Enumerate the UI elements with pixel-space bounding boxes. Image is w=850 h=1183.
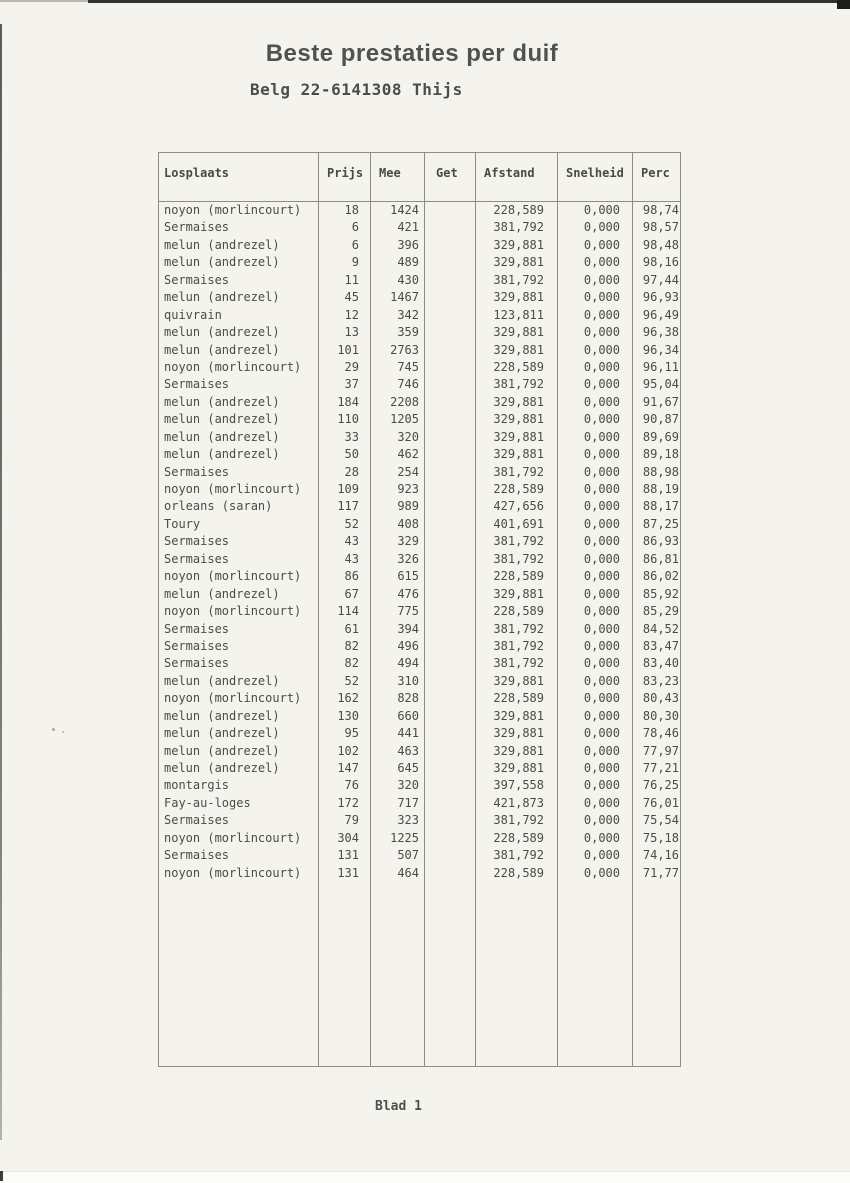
table-cell: 75,18 [642, 830, 679, 845]
table-cell: 401,691 [493, 516, 544, 531]
table-cell: 923 [397, 482, 419, 496]
results-table [158, 152, 681, 1067]
table-cell: 90,87 [642, 412, 679, 427]
table-cell: 101 [337, 342, 359, 357]
table-cell: 74,16 [642, 848, 679, 863]
table-cell: 29 [344, 359, 359, 374]
table-cell: 408 [397, 516, 419, 531]
table-cell: 496 [397, 638, 419, 653]
table-cell: 304 [337, 830, 359, 845]
table-cell: melun (andrezel) [164, 726, 280, 741]
table-cell: Fay-au-loges [164, 795, 251, 810]
table-cell [425, 481, 475, 498]
table-cell: 381,792 [493, 848, 544, 863]
table-cell [425, 812, 475, 829]
table-cell: Sermaises [164, 638, 230, 653]
table-cell [425, 237, 475, 254]
table-cell: 61 [344, 621, 359, 636]
table-cell [425, 446, 475, 463]
table-cell: 228,589 [493, 691, 544, 706]
table-cell: 0,000 [583, 795, 620, 810]
table-cell: 489 [397, 255, 419, 270]
table-cell: 88,98 [642, 464, 679, 479]
table-cell: 95,04 [642, 377, 679, 392]
table-cell: 0,000 [583, 412, 620, 427]
table-cell: 0,000 [583, 482, 620, 496]
table-cell: 989 [397, 499, 419, 514]
table-cell: melun (andrezel) [164, 761, 280, 775]
table-cell [425, 743, 475, 760]
table-cell: noyon (morlincourt) [164, 359, 302, 374]
table-cell [425, 498, 475, 515]
table-cell: 0,000 [583, 237, 620, 252]
table-cell: 323 [397, 813, 419, 828]
table-cell [425, 638, 475, 655]
table-cell: 88,19 [642, 482, 679, 496]
table-cell: 2763 [390, 342, 419, 357]
column-header: Get [425, 153, 475, 202]
table-cell: 329 [397, 534, 419, 549]
table-cell: 1225 [390, 830, 419, 845]
table-cell: 83,23 [642, 673, 679, 688]
table-cell: melun (andrezel) [164, 743, 280, 758]
table-cell: 0,000 [583, 255, 620, 270]
table-cell: 0,000 [583, 569, 620, 584]
table-cell: 464 [397, 865, 419, 880]
table-cell [425, 411, 475, 428]
table-cell: 0,000 [583, 290, 620, 305]
table-cell: 329,881 [493, 673, 544, 688]
table-cell: 80,30 [642, 708, 679, 723]
table-cell: 421 [397, 220, 419, 235]
table-cell: 83,47 [642, 638, 679, 653]
table-cell: 50 [344, 447, 359, 462]
table-cell: 78,46 [642, 726, 679, 741]
table-cell: 0,000 [583, 778, 620, 793]
table-cell [425, 725, 475, 742]
table-cell [425, 376, 475, 393]
table-cell: 0,000 [583, 638, 620, 653]
table-cell: 381,792 [493, 621, 544, 636]
table-cell: 381,792 [493, 638, 544, 653]
table-cell: 329,881 [493, 290, 544, 305]
table-cell: 430 [397, 272, 419, 287]
table-cell: 83,40 [642, 656, 679, 671]
table-cell: 1424 [390, 203, 419, 217]
table-cell: 381,792 [493, 551, 544, 566]
table-cell: 102 [337, 743, 359, 758]
table-cell [425, 464, 475, 481]
table-cell: Sermaises [164, 464, 230, 479]
table-cell: 717 [397, 795, 419, 810]
table-cell [425, 551, 475, 568]
table-cell: 147 [337, 761, 359, 775]
table-cell: 172 [337, 795, 359, 810]
table-cell: 86,02 [642, 569, 679, 584]
scan-speck [62, 731, 64, 733]
table-cell: 11 [344, 272, 359, 287]
table-cell: 98,57 [642, 220, 679, 235]
table-cell: 89,69 [642, 429, 679, 444]
column-header: Mee [371, 153, 424, 202]
table-cell: 98,48 [642, 237, 679, 252]
table-cell: 329,881 [493, 237, 544, 252]
table-cell: melun (andrezel) [164, 394, 280, 409]
table-cell: 71,77 [642, 865, 679, 880]
table-cell [425, 708, 475, 725]
table-cell: melun (andrezel) [164, 708, 280, 723]
table-cell: 507 [397, 848, 419, 863]
table-cell: 98,16 [642, 255, 679, 270]
table-cell: 6 [351, 220, 359, 235]
table-cell: 254 [397, 464, 419, 479]
table-cell: 0,000 [583, 586, 620, 601]
table-cell: 329,881 [493, 743, 544, 758]
table-cell: 0,000 [583, 307, 620, 322]
table-cell [425, 202, 475, 219]
column-perc [633, 153, 680, 1066]
table-cell: 381,792 [493, 220, 544, 235]
column-header: Losplaats [159, 153, 318, 202]
table-cell [425, 865, 475, 882]
table-cell: 329,881 [493, 429, 544, 444]
table-cell [425, 847, 475, 864]
table-cell: 381,792 [493, 272, 544, 287]
table-cell: 18 [344, 203, 359, 217]
table-cell [425, 429, 475, 446]
table-cell: 91,67 [642, 394, 679, 409]
column-header: Afstand [476, 153, 557, 202]
scan-artifact-top-left [0, 0, 88, 2]
table-cell: 0,000 [583, 464, 620, 479]
table-cell: 329,881 [493, 447, 544, 462]
scan-artifact-top-edge [88, 0, 850, 3]
table-cell [425, 655, 475, 672]
table-cell: 228,589 [493, 604, 544, 619]
column-mee [371, 153, 425, 1066]
column-losplaats [159, 153, 319, 1066]
table-cell: 745 [397, 359, 419, 374]
table-cell: 228,589 [493, 203, 544, 217]
table-cell: 329,881 [493, 761, 544, 775]
table-cell: Sermaises [164, 534, 230, 549]
table-cell: 67 [344, 586, 359, 601]
table-cell: 228,589 [493, 359, 544, 374]
table-cell: melun (andrezel) [164, 429, 280, 444]
table-cell: Sermaises [164, 220, 230, 235]
table-cell: 0,000 [583, 621, 620, 636]
table-cell: 79 [344, 813, 359, 828]
column-header: Prijs [319, 153, 370, 202]
column-header: Perc [633, 153, 680, 202]
table-cell: 0,000 [583, 534, 620, 549]
table-cell: 359 [397, 325, 419, 340]
table-cell: 0,000 [583, 604, 620, 619]
table-cell: 97,44 [642, 272, 679, 287]
table-cell: 131 [337, 865, 359, 880]
table-cell: 0,000 [583, 220, 620, 235]
table-cell: 184 [337, 394, 359, 409]
table-cell: 0,000 [583, 848, 620, 863]
table-cell: 0,000 [583, 691, 620, 706]
table-cell: 95 [344, 726, 359, 741]
table-cell: 427,656 [493, 499, 544, 514]
table-cell: 43 [344, 551, 359, 566]
table-cell: 82 [344, 656, 359, 671]
table-cell: 441 [397, 726, 419, 741]
table-cell: 329,881 [493, 586, 544, 601]
table-cell: 123,811 [493, 307, 544, 322]
table-cell [425, 673, 475, 690]
table-cell: 329,881 [493, 255, 544, 270]
table-cell: 84,52 [642, 621, 679, 636]
table-cell: Sermaises [164, 377, 230, 392]
table-cell [425, 568, 475, 585]
table-cell: 77,97 [642, 743, 679, 758]
table-cell: 381,792 [493, 464, 544, 479]
table-cell: montargis [164, 778, 230, 793]
table-cell: 396 [397, 237, 419, 252]
table-cell: 320 [397, 429, 419, 444]
table-cell: 381,792 [493, 813, 544, 828]
table-cell: 89,18 [642, 447, 679, 462]
table-cell: noyon (morlincourt) [164, 830, 302, 845]
table-cell: 494 [397, 656, 419, 671]
table-cell: 76,25 [642, 778, 679, 793]
table-cell: Toury [164, 516, 201, 531]
table-cell [425, 359, 475, 376]
table-cell [425, 324, 475, 341]
table-cell: 109 [337, 482, 359, 496]
table-cell [425, 777, 475, 794]
table-cell [425, 254, 475, 271]
table-cell: 85,29 [642, 604, 679, 619]
table-cell: 397,558 [493, 778, 544, 793]
table-cell [425, 272, 475, 289]
table-cell: 0,000 [583, 551, 620, 566]
table-cell: 0,000 [583, 673, 620, 688]
table-cell [425, 586, 475, 603]
column-prijs [319, 153, 371, 1066]
table-cell: 0,000 [583, 394, 620, 409]
table-cell: orleans (saran) [164, 499, 273, 514]
table-cell [425, 394, 475, 411]
table-cell: 463 [397, 743, 419, 758]
table-cell: Sermaises [164, 272, 230, 287]
table-cell: 0,000 [583, 325, 620, 340]
table-cell: 228,589 [493, 482, 544, 496]
table-cell: 0,000 [583, 359, 620, 374]
table-cell: 77,21 [642, 761, 679, 775]
scan-artifact-bottom-mark [0, 1171, 3, 1181]
table-cell: 381,792 [493, 377, 544, 392]
table-cell: 86,81 [642, 551, 679, 566]
table-cell: melun (andrezel) [164, 586, 280, 601]
table-cell: 43 [344, 534, 359, 549]
table-cell [425, 533, 475, 550]
table-cell: 98,74 [642, 203, 679, 217]
table-cell: 329,881 [493, 708, 544, 723]
table-cell: 131 [337, 848, 359, 863]
table-cell: 13 [344, 325, 359, 340]
table-cell: 96,11 [642, 359, 679, 374]
table-cell: noyon (morlincourt) [164, 865, 302, 880]
table-cell: 615 [397, 569, 419, 584]
table-cell: 82 [344, 638, 359, 653]
table-cell: 52 [344, 673, 359, 688]
table-cell: melun (andrezel) [164, 290, 280, 305]
table-cell: 329,881 [493, 342, 544, 357]
table-cell: 0,000 [583, 377, 620, 392]
table-cell: 87,25 [642, 516, 679, 531]
table-cell: 0,000 [583, 516, 620, 531]
table-cell: melun (andrezel) [164, 412, 280, 427]
table-cell: 394 [397, 621, 419, 636]
pigeon-ring-id: Belg 22-6141308 Thijs [250, 80, 463, 99]
table-cell: 0,000 [583, 272, 620, 287]
table-cell: 0,000 [583, 743, 620, 758]
table-cell: 85,92 [642, 586, 679, 601]
table-cell: 1467 [390, 290, 419, 305]
table-cell: 326 [397, 551, 419, 566]
table-cell: 45 [344, 290, 359, 305]
table-cell [425, 307, 475, 324]
table-cell: 12 [344, 307, 359, 322]
table-cell [425, 603, 475, 620]
table-cell: 110 [337, 412, 359, 427]
table-cell: 80,43 [642, 691, 679, 706]
table-cell: Sermaises [164, 813, 230, 828]
table-cell: melun (andrezel) [164, 255, 280, 270]
column-afstand [476, 153, 558, 1066]
table-cell: 228,589 [493, 569, 544, 584]
table-cell: 75,54 [642, 813, 679, 828]
scan-artifact-bottom-edge [0, 1171, 850, 1183]
table-cell: 0,000 [583, 203, 620, 217]
table-cell: 645 [397, 761, 419, 775]
table-cell [425, 516, 475, 533]
column-snelheid [558, 153, 633, 1066]
table-cell: quivrain [164, 307, 222, 322]
table-cell: 0,000 [583, 499, 620, 514]
table-cell: 228,589 [493, 865, 544, 880]
table-cell: 0,000 [583, 865, 620, 880]
table-cell [425, 760, 475, 777]
table-cell: 28 [344, 464, 359, 479]
table-cell: noyon (morlincourt) [164, 482, 302, 496]
table-cell: 130 [337, 708, 359, 723]
table-cell: Sermaises [164, 848, 230, 863]
scan-artifact-left-edge [0, 24, 2, 1140]
table-cell [425, 690, 475, 707]
table-cell: melun (andrezel) [164, 673, 280, 688]
column-get [425, 153, 476, 1066]
table-cell: 828 [397, 691, 419, 706]
table-cell: 76 [344, 778, 359, 793]
table-cell: 0,000 [583, 342, 620, 357]
table-cell: 342 [397, 307, 419, 322]
table-cell: 96,34 [642, 342, 679, 357]
table-cell: 0,000 [583, 726, 620, 741]
table-cell: 320 [397, 778, 419, 793]
table-cell: 476 [397, 586, 419, 601]
table-cell [425, 621, 475, 638]
table-cell: 329,881 [493, 726, 544, 741]
table-cell: 76,01 [642, 795, 679, 810]
table-cell: noyon (morlincourt) [164, 604, 302, 619]
table-cell: 462 [397, 447, 419, 462]
table-cell: 88,17 [642, 499, 679, 514]
column-header: Snelheid [558, 153, 632, 202]
table-cell: 0,000 [583, 830, 620, 845]
table-cell: 228,589 [493, 830, 544, 845]
table-cell: melun (andrezel) [164, 342, 280, 357]
table-cell: 0,000 [583, 447, 620, 462]
table-cell: 421,873 [493, 795, 544, 810]
page-title: Beste prestaties per duif [265, 40, 559, 67]
table-cell: Sermaises [164, 621, 230, 636]
table-cell: noyon (morlincourt) [164, 691, 302, 706]
table-cell: 37 [344, 377, 359, 392]
table-cell: 660 [397, 708, 419, 723]
table-cell [425, 219, 475, 236]
table-cell: 33 [344, 429, 359, 444]
table-cell: 0,000 [583, 708, 620, 723]
table-cell: melun (andrezel) [164, 325, 280, 340]
table-cell: 775 [397, 604, 419, 619]
table-cell: melun (andrezel) [164, 447, 280, 462]
table-cell: 381,792 [493, 534, 544, 549]
table-cell: 9 [351, 255, 359, 270]
table-cell: 2208 [390, 394, 419, 409]
table-cell: 86 [344, 569, 359, 584]
table-cell: 329,881 [493, 412, 544, 427]
table-cell: 310 [397, 673, 419, 688]
table-cell: Sermaises [164, 551, 230, 566]
table-cell [425, 830, 475, 847]
table-cell: 0,000 [583, 761, 620, 775]
table-cell [425, 342, 475, 359]
table-cell: 96,49 [642, 307, 679, 322]
table-cell: 6 [351, 237, 359, 252]
table-cell: 0,000 [583, 429, 620, 444]
table-cell [425, 289, 475, 306]
table-cell: melun (andrezel) [164, 237, 280, 252]
table-cell: 114 [337, 604, 359, 619]
table-cell: 117 [337, 499, 359, 514]
table-cell: 746 [397, 377, 419, 392]
scan-artifact-corner [837, 0, 850, 9]
table-cell: 162 [337, 691, 359, 706]
table-cell [425, 795, 475, 812]
table-cell: 52 [344, 516, 359, 531]
table-cell: 86,93 [642, 534, 679, 549]
table-cell: 1205 [390, 412, 419, 427]
table-cell: 329,881 [493, 394, 544, 409]
table-cell: 0,000 [583, 656, 620, 671]
table-cell: 0,000 [583, 813, 620, 828]
page-number: Blad 1 [375, 1099, 422, 1114]
table-cell: Sermaises [164, 656, 230, 671]
table-cell: 96,38 [642, 325, 679, 340]
scan-speck [52, 728, 55, 731]
table-cell: 381,792 [493, 656, 544, 671]
table-cell: 96,93 [642, 290, 679, 305]
table-cell: noyon (morlincourt) [164, 569, 302, 584]
table-cell: noyon (morlincourt) [164, 203, 302, 217]
table-cell: 329,881 [493, 325, 544, 340]
